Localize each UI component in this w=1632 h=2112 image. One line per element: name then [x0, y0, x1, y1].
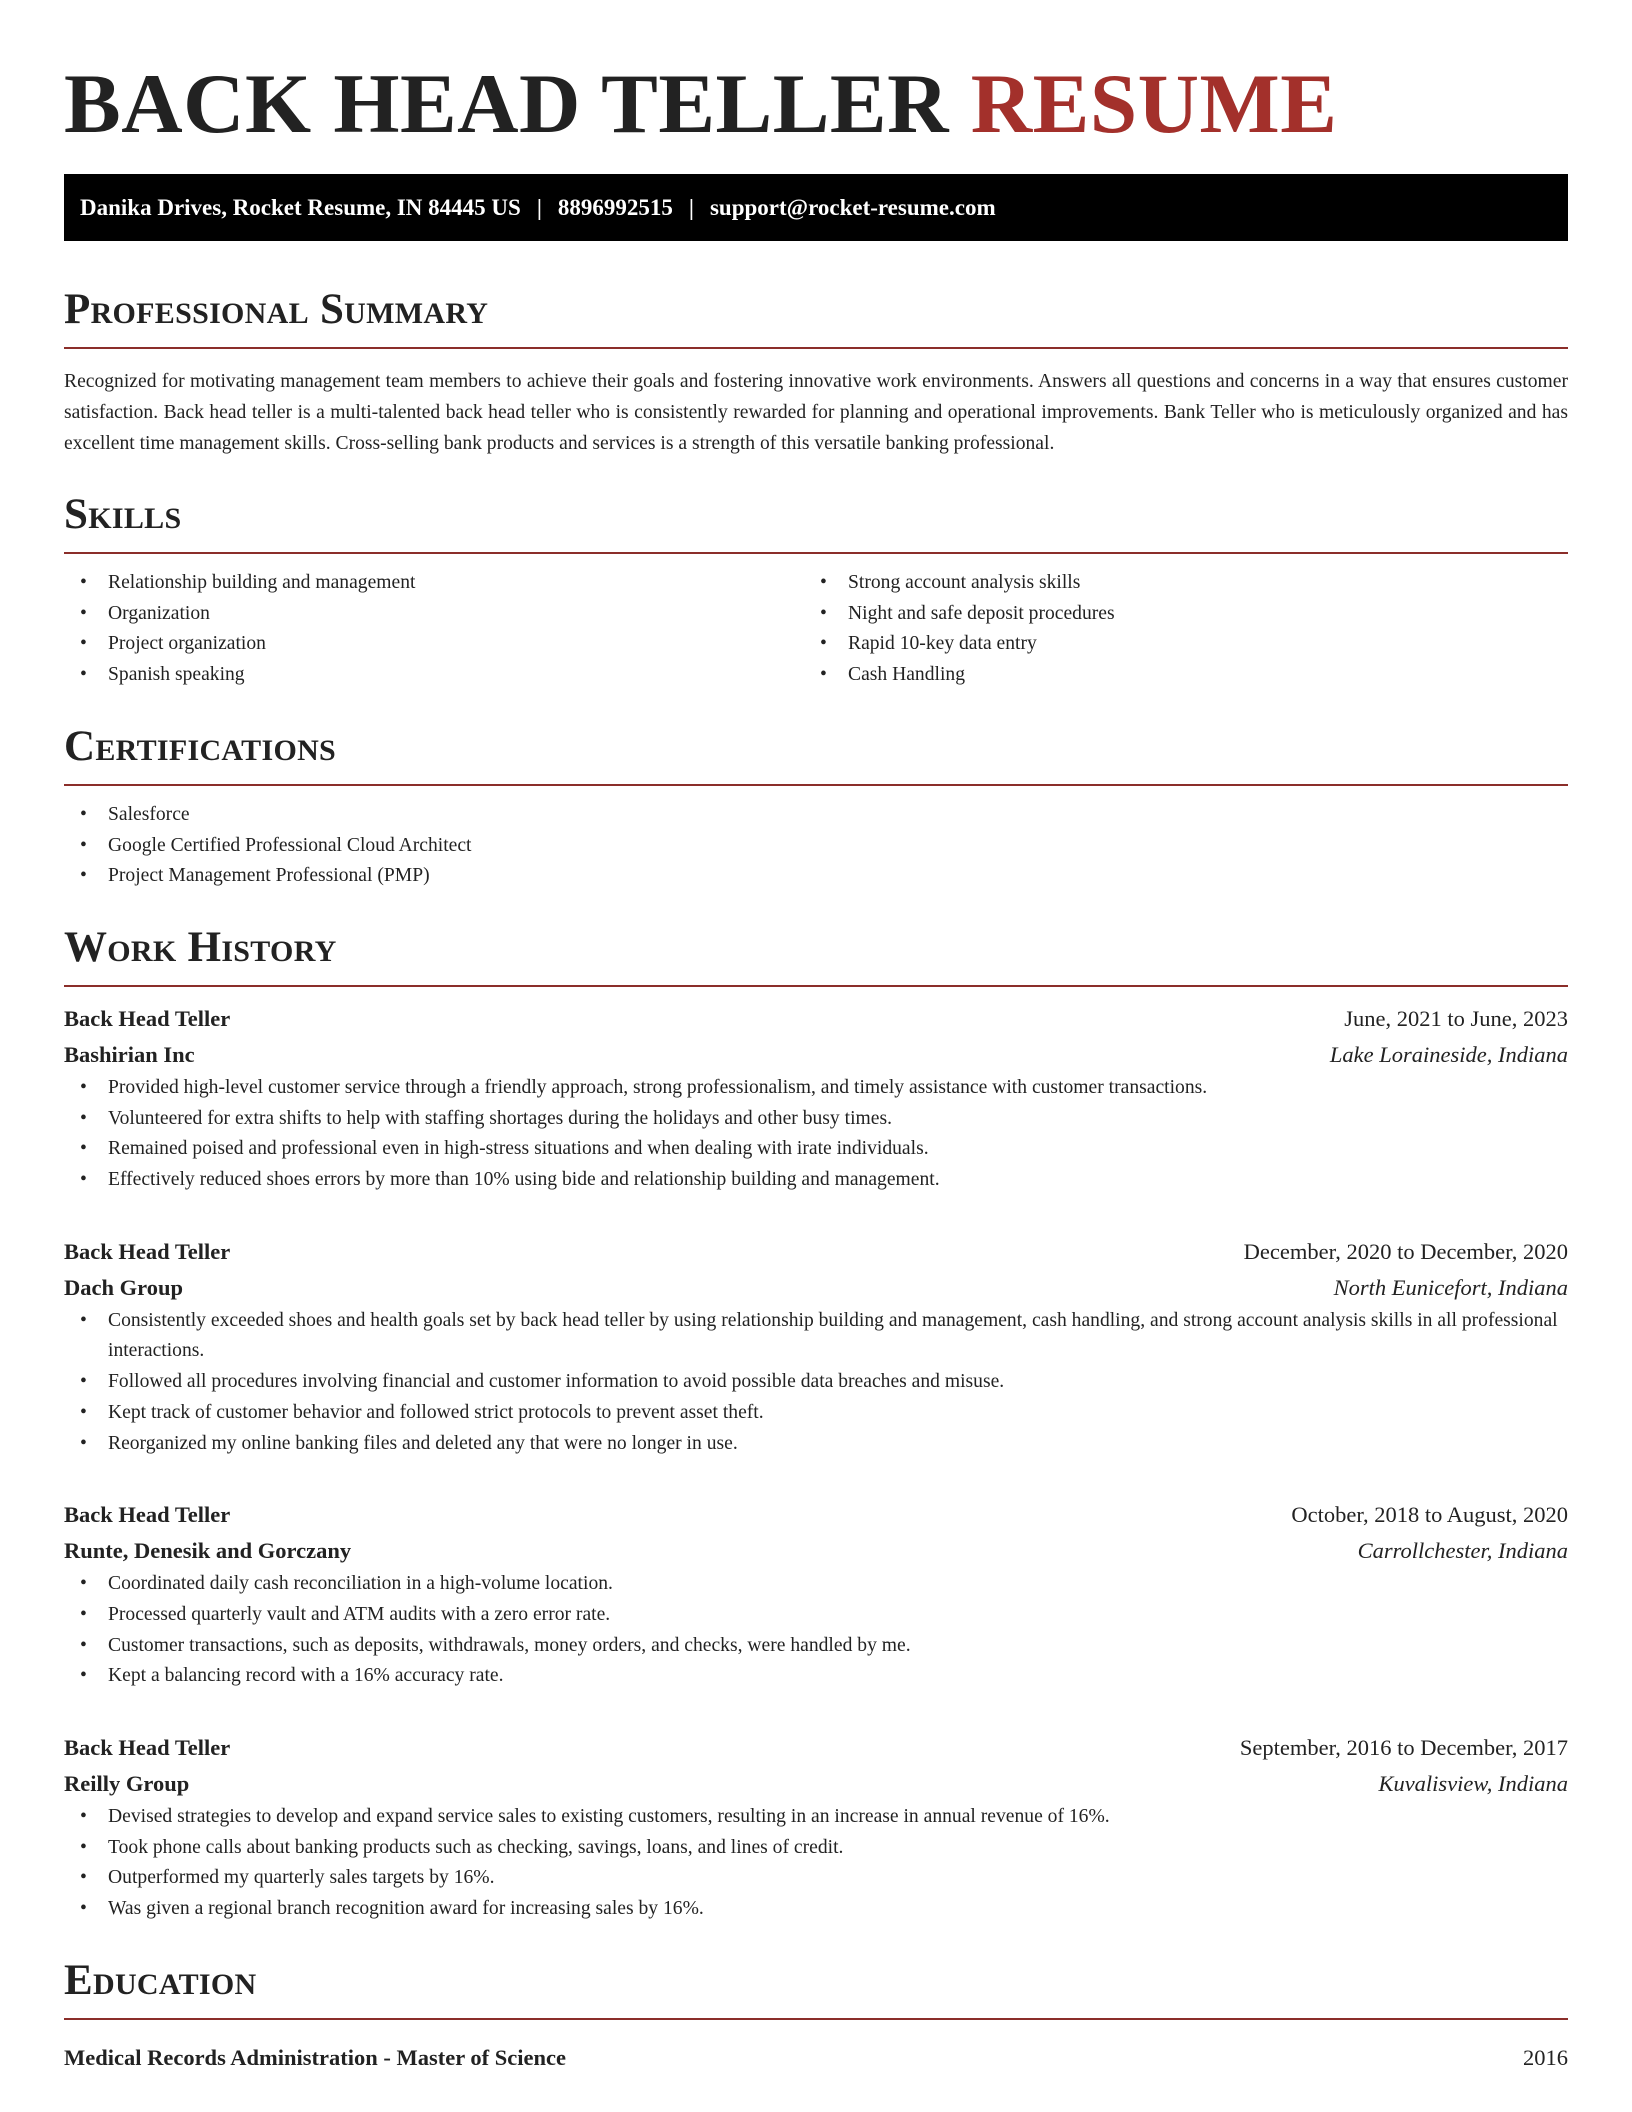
section-divider	[64, 2018, 1568, 2020]
skills-column-right	[804, 568, 1544, 691]
job-title: Back Head Teller	[64, 1238, 231, 1264]
job-entry	[64, 1730, 1568, 1925]
resume-title	[64, 58, 1568, 150]
job-bullet: • Processed quarterly vault and ATM audits with a zero error rate.	[64, 1600, 1568, 1631]
resume-content	[64, 0, 1568, 2076]
job-bullet: • Outperformed my quarterly sales targets by 16%.	[64, 1863, 1568, 1894]
contact-separator: |	[688, 195, 694, 220]
job-bullet: • Kept track of customer behavior and followed strict protocols to prevent asset theft.	[64, 1398, 1568, 1429]
job-company: Dach Group	[64, 1274, 183, 1300]
work-history-section	[64, 923, 1568, 1925]
skill-item: • Organization	[64, 599, 804, 630]
contact-address: Danika Drives, Rocket Resume, IN 84445 US	[80, 195, 521, 220]
contact-separator: |	[536, 195, 542, 220]
section-divider	[64, 552, 1568, 554]
job-title: Back Head Teller	[64, 1502, 231, 1528]
skill-item: • Cash Handling	[804, 660, 1544, 691]
skills-column-left	[64, 568, 804, 691]
job-dates: June, 2021 to June, 2023	[1344, 1005, 1568, 1031]
job-bullet: • Coordinated daily cash reconciliation in a high-volume location.	[64, 1569, 1568, 1600]
job-location: North Eunicefort, Indiana	[1333, 1274, 1568, 1300]
job-bullet: • Effectively reduced shoes errors by more than 10% using bide and relationship building and management.	[64, 1165, 1568, 1196]
job-company: Bashirian Inc	[64, 1041, 195, 1067]
skill-item: • Rapid 10-key data entry	[804, 629, 1544, 660]
title-accent: RESUME	[970, 57, 1338, 151]
summary-text: Recognized for motivating management team members to achieve their goals and fostering innovative work environments. Answers all questions and concerns in a way that ensures customer satisfaction. Back head teller is a multi-talented back head teller who is consistently rewarded for planning and operational improvements. Bank Teller who is meticulously organized and has excellent time management skills. Cross-selling bank products and services is a strength of this versatile banking professional.	[64, 371, 1568, 454]
job-bullet: • Reorganized my online banking files and deleted any that were no longer in use.	[64, 1429, 1568, 1460]
education-heading: Education	[64, 1956, 257, 2004]
certifications-heading: Certifications	[64, 722, 337, 770]
job-entry	[64, 1497, 1568, 1692]
certification-item: • Google Certified Professional Cloud Architect	[64, 831, 1568, 862]
skills-heading: Skills	[64, 491, 182, 538]
job-company: Reilly Group	[64, 1771, 190, 1797]
job-bullet: • Provided high-level customer service through a friendly approach, strong professionalism, and timely assistance with customer transactions.	[64, 1073, 1568, 1104]
certification-item: • Project Management Professional (PMP)	[64, 861, 1568, 892]
education-degree: Medical Records Administration - Master of Science	[64, 2044, 566, 2070]
education-year: 2016	[1523, 2044, 1568, 2070]
title-main: BACK HEAD TELLER	[64, 57, 949, 151]
job-location: Kuvalisview, Indiana	[1378, 1771, 1568, 1797]
job-location: Lake Loraineside, Indiana	[1329, 1041, 1568, 1067]
job-bullet: • Kept a balancing record with a 16% accuracy rate.	[64, 1661, 1568, 1692]
job-bullet: • Volunteered for extra shifts to help with staffing shortages during the holidays and other busy times.	[64, 1104, 1568, 1135]
section-divider	[64, 784, 1568, 786]
job-dates: October, 2018 to August, 2020	[1291, 1502, 1568, 1528]
job-title: Back Head Teller	[64, 1735, 231, 1761]
certification-item: • Salesforce	[64, 800, 1568, 831]
section-divider	[64, 347, 1568, 349]
job-entry	[64, 1234, 1568, 1460]
job-entry	[64, 1001, 1568, 1196]
contact-phone: 8896992515	[557, 195, 673, 220]
skill-item: • Night and safe deposit procedures	[804, 599, 1544, 630]
section-divider	[64, 985, 1568, 987]
job-bullet: • Consistently exceeded shoes and health goals set by back head teller by using relationship building and management, cash handling, and strong account analysis skills in all professional interactions.	[64, 1306, 1568, 1367]
job-bullet: • Was given a regional branch recognition award for increasing sales by 16%.	[64, 1894, 1568, 1925]
contact-email: support@rocket-resume.com	[709, 195, 996, 220]
skills-columns	[64, 568, 1568, 691]
certifications-section	[64, 722, 1568, 892]
job-bullet: • Remained poised and professional even in high-stress situations and when dealing with irate individuals.	[64, 1134, 1568, 1165]
job-dates: December, 2020 to December, 2020	[1243, 1238, 1568, 1264]
skill-item: • Relationship building and management	[64, 568, 804, 599]
contact-bar	[64, 174, 1568, 241]
skill-item: • Spanish speaking	[64, 660, 804, 691]
job-bullet: • Followed all procedures involving financial and customer information to avoid possible data breaches and misuse.	[64, 1367, 1568, 1398]
education-section	[64, 1956, 1568, 2076]
job-dates: September, 2016 to December, 2017	[1239, 1735, 1568, 1761]
skill-item: • Project organization	[64, 629, 804, 660]
summary-heading: Professional Summary	[64, 286, 489, 333]
job-bullet: • Customer transactions, such as deposits, withdrawals, money orders, and checks, were handled by me.	[64, 1631, 1568, 1662]
job-company: Runte, Denesik and Gorczany	[64, 1538, 352, 1564]
job-bullet: • Devised strategies to develop and expand service sales to existing customers, resulting in an increase in annual revenue of 16%.	[64, 1802, 1568, 1833]
job-title: Back Head Teller	[64, 1005, 231, 1031]
education-entry	[64, 2040, 1568, 2076]
skills-section	[64, 490, 1568, 691]
work-history-heading: Work History	[64, 923, 337, 971]
summary-section	[64, 285, 1568, 459]
job-bullet: • Took phone calls about banking products such as checking, savings, loans, and lines of credit.	[64, 1833, 1568, 1864]
job-location: Carrollchester, Indiana	[1357, 1538, 1568, 1564]
skill-item: • Strong account analysis skills	[804, 568, 1544, 599]
